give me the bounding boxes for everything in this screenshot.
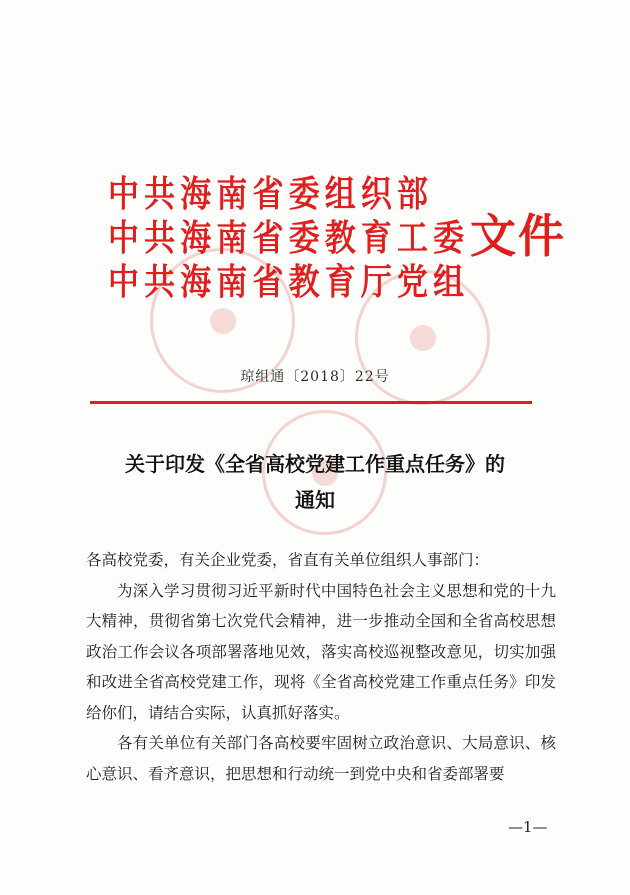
issuer-line: 中共海南省委组织部: [108, 173, 434, 215]
title-line: 关于印发《全省高校党建工作重点任务》的: [125, 452, 505, 476]
seal-emblem-icon: [210, 308, 236, 334]
red-divider-line: [90, 401, 532, 404]
salutation: 各高校党委，有关企业党委，省直有关单位组织人事部门：: [86, 551, 490, 569]
document-title: [60, 446, 570, 518]
page-number: —1—: [508, 818, 548, 836]
issuer-line: 中共海南省教育厅党组: [108, 261, 470, 303]
title-line: 通知: [295, 488, 335, 512]
body-paragraph: 各有关单位有关部门各高校要牢固树立政治意识、大局意识、核心意识、看齐意识，把思想和行动统一到党中央和省委部署要: [86, 734, 556, 783]
letterhead-doc-suffix: 文件: [470, 209, 566, 263]
document-body: [86, 545, 556, 789]
issuer-line: 中共海南省委教育工委: [108, 217, 470, 259]
body-paragraph: 为深入学习贯彻习近平新时代中国特色社会主义思想和党的十九大精神，贯彻省第七次党代会精神，进一步推动全国和全省高校思想政治工作会议各项部署落地见效，落实高校巡视整改意见，切实加强和改进全省高校党建工作，现将《全省高校党建工作重点任务》印发给你们，请结合实际，认真抓好落实。: [86, 581, 556, 722]
document-number: 琼组通〔2018〕22号: [240, 369, 390, 385]
letterhead-issuers: [108, 172, 468, 304]
seal-emblem-icon: [410, 325, 436, 351]
